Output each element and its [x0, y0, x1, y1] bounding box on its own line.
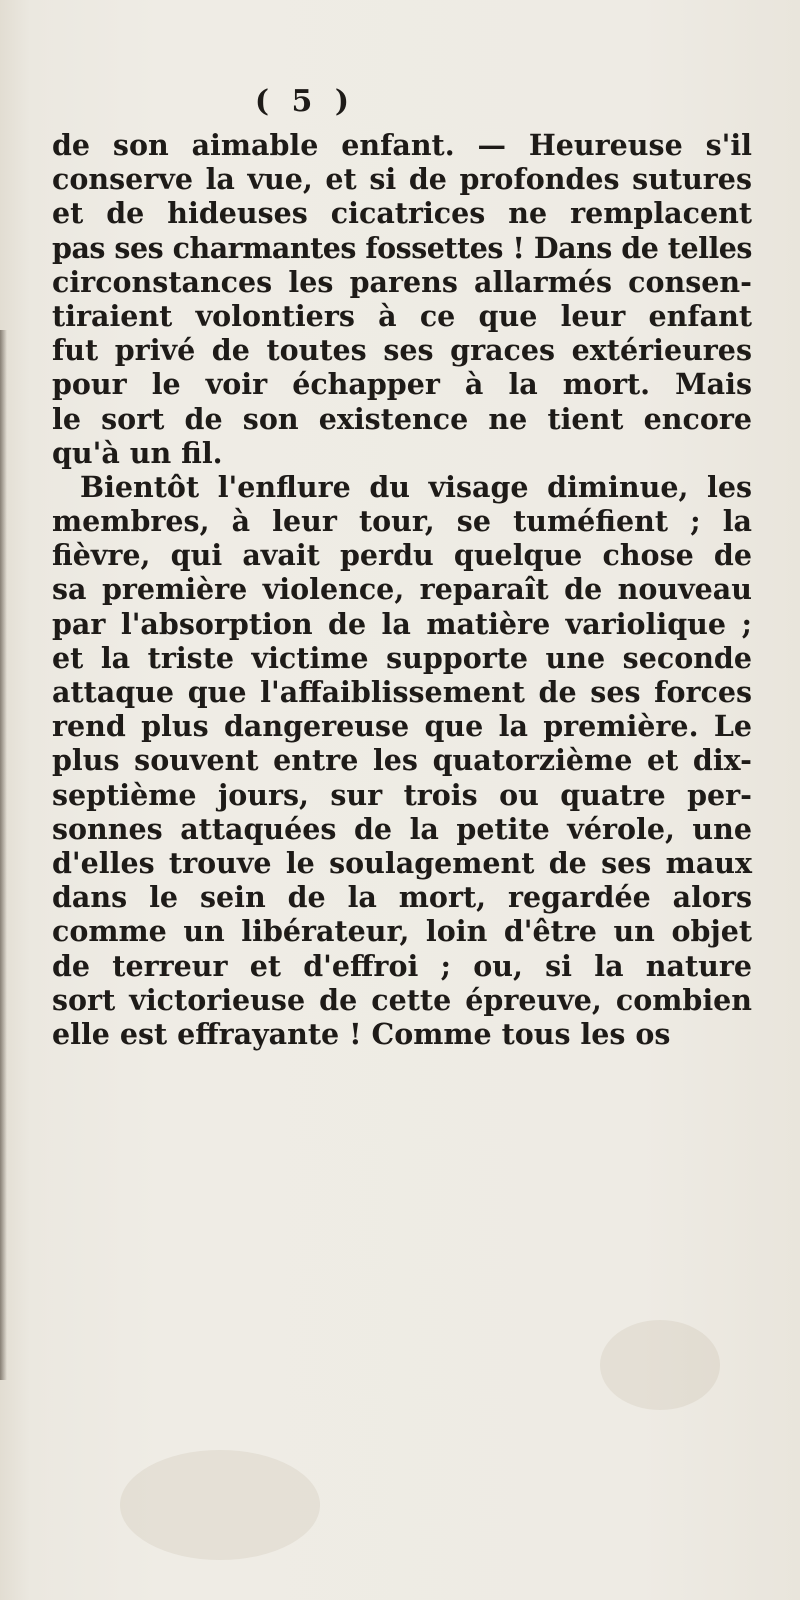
text-line: fut privé de toutes ses graces extérieures	[52, 333, 752, 368]
text-line: fièvre, qui avait perdu quelque chose de	[52, 538, 752, 573]
text-line: elle est effrayante ! Comme tous les os	[52, 1016, 671, 1051]
text-line: le sort de son existence ne tient encore	[52, 401, 752, 436]
text-line: et de hideuses cicatrices ne remplacent	[52, 196, 752, 231]
text-line: d'elles trouve le soulagement de ses maux	[52, 845, 752, 880]
text-line: sort victorieuse de cette épreuve, combien	[52, 982, 752, 1017]
text-line: comme un libérateur, loin d'être un objet	[52, 914, 752, 949]
text-line: septième jours, sur trois ou quatre per-	[52, 777, 752, 812]
text-line: dans le sein de la mort, regardée alors	[52, 880, 752, 915]
text-line: Bientôt l'enflure du visage diminue, les	[80, 469, 752, 504]
text-line: sa première violence, reparaît de nouveau	[52, 572, 752, 607]
page-number: ( 5 )	[254, 84, 356, 119]
text-line: circonstances les parens allarmés consen-	[52, 264, 752, 299]
text-line: attaque que l'affaiblissement de ses forces	[52, 675, 752, 709]
text-line: plus souvent entre les quatorzième et dix-	[52, 743, 752, 778]
text-line: par l'absorption de la matière variolique ;	[52, 606, 752, 641]
text-line: de son aimable enfant. — Heureuse s'il	[52, 128, 752, 162]
text-line: tiraient volontiers à ce que leur enfant	[52, 298, 752, 333]
text-line: et la triste victime supporte une seconde	[52, 640, 752, 675]
text-line: sonnes attaquées de la petite vérole, une	[52, 811, 752, 846]
body-text	[52, 128, 752, 1051]
paper-stain	[600, 1320, 720, 1410]
text-line: conserve la vue, et si de profondes sutures	[52, 162, 752, 197]
text-line: rend plus dangereuse que la première. Le	[52, 709, 752, 744]
text-line: pour le voir échapper à la mort. Mais	[52, 367, 752, 402]
text-line: pas ses charmantes fossettes ! Dans de telles	[52, 230, 752, 265]
binding-shadow	[0, 330, 7, 1380]
text-line: qu'à un fil.	[52, 435, 223, 470]
text-line: de terreur et d'effroi ; ou, si la nature	[52, 948, 752, 983]
paper-stain	[120, 1450, 320, 1560]
text-line: membres, à leur tour, se tuméfient ; la	[52, 504, 752, 539]
